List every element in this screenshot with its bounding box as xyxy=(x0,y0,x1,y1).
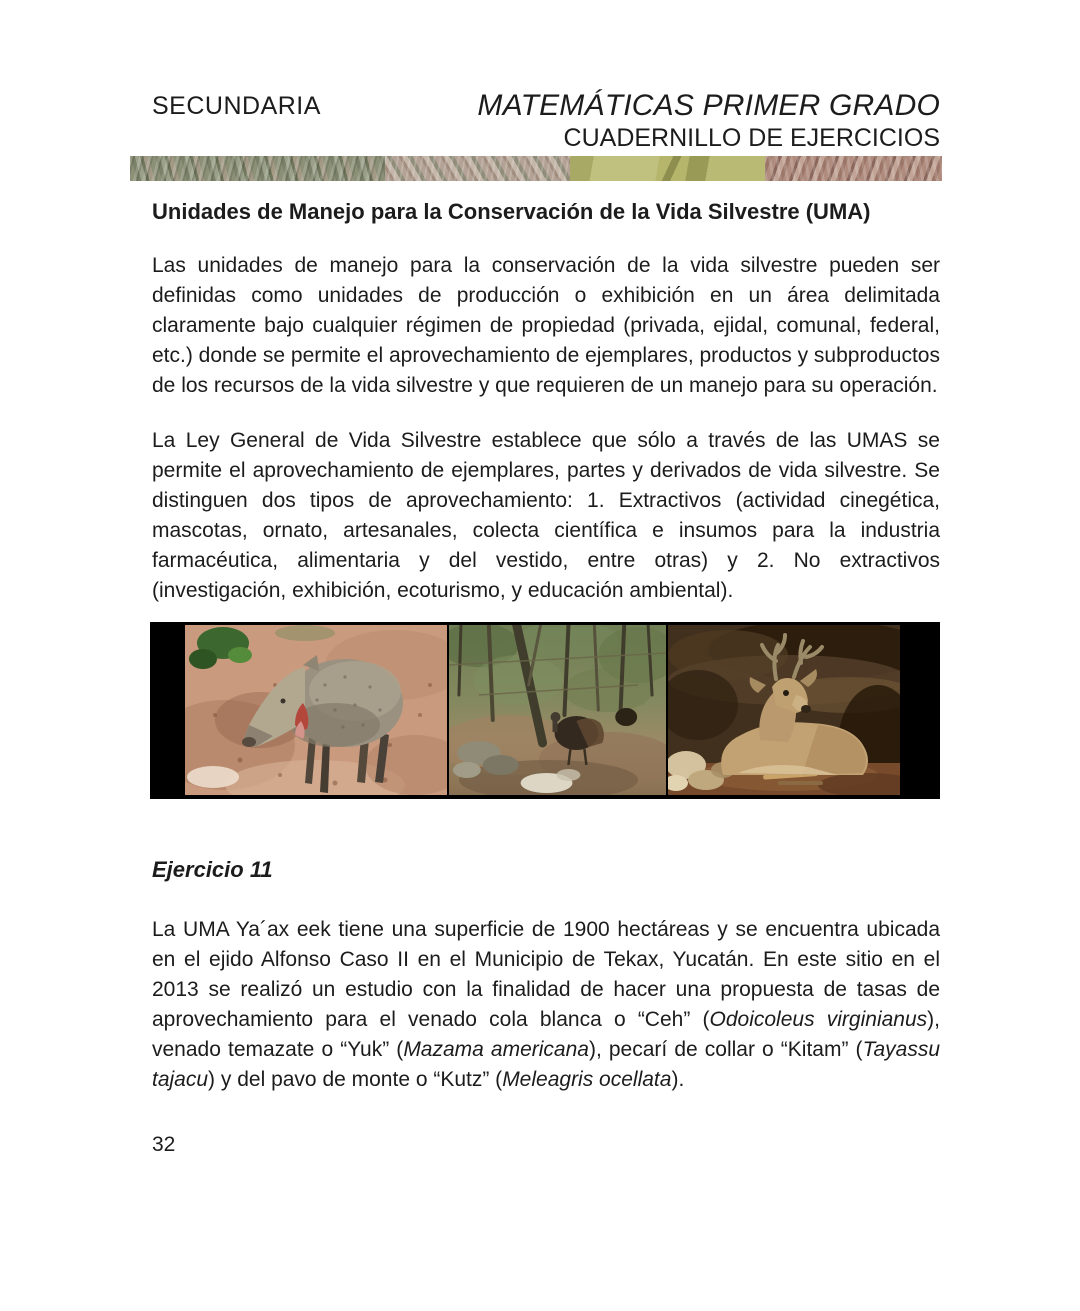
exercise-text-segment: ), venado temazate o “Yuk” ( xyxy=(152,1008,940,1061)
page-header xyxy=(152,90,940,181)
page-body xyxy=(152,197,940,1095)
exercise-text-segment: ), pecarí de collar o “Kitam” ( xyxy=(588,1038,863,1061)
header-program-label: SECUNDARIA xyxy=(152,92,321,120)
banner-texture-segment-pink-stone xyxy=(385,156,570,181)
header-title-block xyxy=(477,90,940,153)
exercise-title: Ejercicio 11 xyxy=(152,857,273,882)
page-footer xyxy=(152,1130,940,1160)
species-name-latin: Meleagris ocellata xyxy=(502,1068,672,1091)
paragraph-ley-general: La Ley General de Vida Silvestre establece que sólo a través de las UMAS se permite el aprovechamiento de ejemplares, partes y derivados de vida silvestre. Se distinguen dos tipos de aprovechamiento: 1. Extractivos (actividad cinegética, mascotas, ornato, artesanales, colecta científica e insumos para la industria farmacéutica, alimentaria y del vestido, entre otras) y 2. No extractivos (investigación, exhibición, ecoturismo, y educación ambiental). xyxy=(152,429,940,602)
paragraph-exercise xyxy=(152,915,940,1095)
decorative-stone-banner xyxy=(130,156,942,181)
document-title: MATEMÁTICAS PRIMER GRADO xyxy=(477,89,940,122)
document-subtitle: CUADERNILLO DE EJERCICIOS xyxy=(563,124,940,152)
wildlife-photo-strip xyxy=(150,622,940,799)
species-name-latin: Odoicoleus virginianus xyxy=(709,1008,928,1031)
page-number: 32 xyxy=(152,1133,176,1156)
exercise-text-segment: ). xyxy=(671,1068,685,1091)
paragraph-uma-definition: Las unidades de manejo para la conservación de la vida silvestre pueden ser definidas como unidades de producción o exhibición en un área delimitada claramente bajo cualquier régimen de propiedad (privada, ejidal, comunal, federal, etc.) donde se permite el aprovechamiento de ejemplares, productos y subproductos de los recursos de la vida silvestre y que requieren de un manejo para su operación. xyxy=(152,254,940,397)
exercise-text-segment: La UMA Ya´ax eek tiene una superficie de 1900 hectáreas y se encuentra ubicada en el ejido Alfonso Caso II en el Municipio de Tekax, Yucatán. En este sitio en el 2013 se realizó un estudio con la finalidad de hacer una propuesta de tasas de aprovechamiento para el venado cola blanca o “Ceh” ( xyxy=(152,918,940,1031)
species-name-latin: Mazama americana xyxy=(403,1038,589,1061)
deer-photo xyxy=(668,625,900,795)
header-row xyxy=(152,90,940,153)
exercise-text-segment: ) y del pavo de monte o “Kutz” ( xyxy=(208,1068,503,1091)
peccary-photo xyxy=(185,625,447,795)
banner-texture-segment-green-stone xyxy=(130,156,385,181)
species-name-latin: Tayassu tajacu xyxy=(152,1038,940,1091)
section-title: Unidades de Manejo para la Conservación de la Vida Silvestre (UMA) xyxy=(152,199,871,224)
banner-texture-segment-bamboo xyxy=(570,156,765,181)
banner-texture-segment-granite xyxy=(765,156,942,181)
wild-turkey-photo xyxy=(449,625,666,795)
